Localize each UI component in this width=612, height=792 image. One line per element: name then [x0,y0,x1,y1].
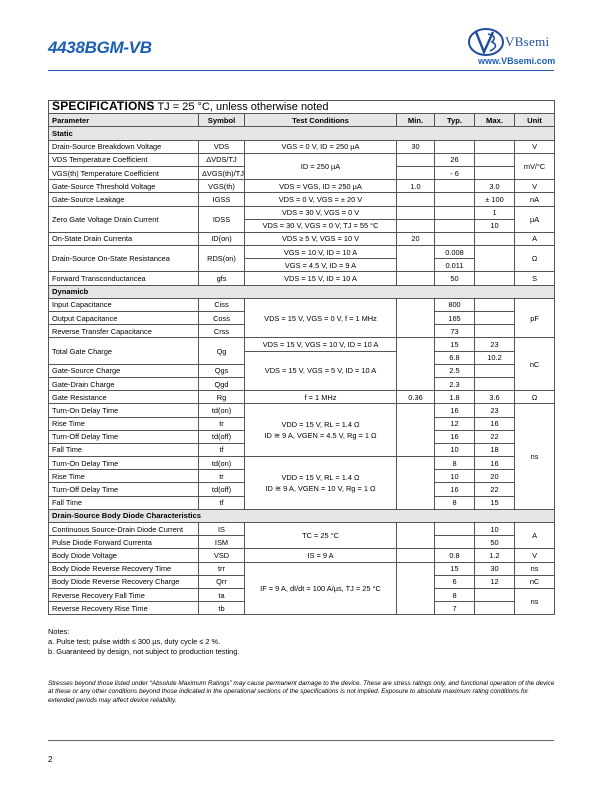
max: 16 [475,417,515,430]
test-condition-line: ID ≅ 9 A, VGEN = 10 V, Rg = 1 Ω [265,483,376,493]
notes [48,627,239,657]
parameter: Gate-Source Leakage [49,193,199,206]
min [397,219,435,232]
table-row [49,391,555,404]
max: 10 [475,219,515,232]
symbol: IS [199,523,245,536]
unit: S [515,272,555,285]
header-rule [48,70,554,71]
max: 3.6 [475,391,515,404]
typ: 15 [435,562,475,575]
parameter: Drain-Source On-State Resistancea [49,246,199,272]
table-row [49,246,555,259]
min [397,457,435,510]
max [475,298,515,311]
min [397,153,435,166]
unit: µA [515,206,555,232]
symbol: VDS [199,140,245,153]
specifications-table [48,100,555,615]
parameter: Continuous Source-Drain Diode Current [49,523,199,536]
test-condition: VDS = 30 V, VGS = 0 V, TJ = 55 °C [245,219,397,232]
parameter: Body Diode Reverse Recovery Charge [49,575,199,588]
max: 23 [475,404,515,417]
page-number: 2 [48,755,53,764]
typ [435,206,475,219]
typ: 7 [435,602,475,615]
min [397,272,435,285]
title-row [49,101,555,114]
symbol: td(on) [199,404,245,417]
typ: 50 [435,272,475,285]
symbol: VGS(th) [199,180,245,193]
typ [435,523,475,536]
max [475,312,515,325]
test-condition: VDS ≥ 5 V, VGS = 10 V [245,232,397,245]
symbol: Qgs [199,364,245,377]
typ: 10 [435,443,475,456]
min [397,404,435,457]
parameter: Gate-Drain Charge [49,377,199,390]
min [397,246,435,272]
test-condition: VDS = 30 V, VGS = 0 V [245,206,397,219]
symbol: ID(on) [199,232,245,245]
max: 3.0 [475,180,515,193]
typ: 10 [435,470,475,483]
parameter: Drain-Source Breakdown Voltage [49,140,199,153]
note-b: b. Guaranteed by design, not subject to production testing. [48,647,240,656]
spec-title-condition: TJ = 25 °C, unless otherwise noted [157,101,329,114]
max [475,232,515,245]
column-header: Min. [397,114,435,127]
test-condition: VGS = 4.5 V, ID = 9 A [245,259,397,272]
table-row [49,457,555,470]
symbol: tf [199,496,245,509]
typ: 165 [435,312,475,325]
typ: - 6 [435,166,475,179]
parameter: Body Diode Reverse Recovery Time [49,562,199,575]
symbol: Rg [199,391,245,404]
brand-name: VBsemi [505,34,550,49]
table-row [49,180,555,193]
parameter: Rise Time [49,470,199,483]
typ: 2.3 [435,377,475,390]
unit: V [515,180,555,193]
symbol: IGSS [199,193,245,206]
symbol: gfs [199,272,245,285]
footer-rule [48,740,554,741]
max: 23 [475,338,515,351]
max: 18 [475,443,515,456]
unit: ns [515,404,555,510]
parameter: Forward Transconductancea [49,272,199,285]
symbol: Qgd [199,377,245,390]
typ: 16 [435,430,475,443]
typ: 0.008 [435,246,475,259]
unit: nA [515,193,555,206]
typ: 15 [435,338,475,351]
max [475,364,515,377]
parameter: On-State Drain Currenta [49,232,199,245]
column-header: Test Conditions [245,114,397,127]
spec-title: SPECIFICATIONS [52,99,155,114]
test-condition: f = 1 MHz [245,391,397,404]
parameter: Turn-Off Delay Time [49,483,199,496]
typ: 6.8 [435,351,475,364]
typ: 16 [435,483,475,496]
min [397,338,435,391]
unit: Ω [515,246,555,272]
typ [435,193,475,206]
typ [435,219,475,232]
test-condition: VDS = 0 V, VGS = ± 20 V [245,193,397,206]
typ: 0.011 [435,259,475,272]
min [397,549,435,562]
parameter: Zero Gate Voltage Drain Current [49,206,199,232]
symbol: tb [199,602,245,615]
typ [435,140,475,153]
typ: 0.8 [435,549,475,562]
brand-url[interactable]: www.VBsemi.com [478,56,556,66]
max [475,602,515,615]
unit: A [515,523,555,549]
max: 10.2 [475,351,515,364]
min: 1.0 [397,180,435,193]
parameter: Turn-On Delay Time [49,404,199,417]
max [475,272,515,285]
table-row [49,549,555,562]
symbol: Qrr [199,575,245,588]
max [475,140,515,153]
min [397,523,435,549]
parameter: Rise Time [49,417,199,430]
max: 15 [475,496,515,509]
max [475,246,515,272]
table-row [49,232,555,245]
max [475,166,515,179]
symbol: VSD [199,549,245,562]
table-row [49,298,555,311]
column-header: Max. [475,114,515,127]
min [397,166,435,179]
symbol: Ciss [199,298,245,311]
parameter: Turn-On Delay Time [49,457,199,470]
min: 0.36 [397,391,435,404]
typ: 8 [435,457,475,470]
min: 30 [397,140,435,153]
parameter: Turn-Off Delay Time [49,430,199,443]
parameter: VDS Temperature Coefficient [49,153,199,166]
max [475,377,515,390]
max: 50 [475,536,515,549]
stress-warning: Stresses beyond those listed under “Absolute Maximum Ratings” may cause permanent damage to the device. These are stress ratings only, and functional operation of the device at these or any other conditions beyond those indicated in the operational sections of the specifications is not implied. Exposure to absolute maximum rating conditions for extended periods may affect device reliability. [48,680,555,704]
test-condition: VDS = VGS, ID = 250 µA [245,180,397,193]
symbol: td(off) [199,430,245,443]
symbol: Coss [199,312,245,325]
max: 1 [475,206,515,219]
typ [435,536,475,549]
test-condition: ID = 250 µA [245,153,397,179]
symbol: ISM [199,536,245,549]
test-condition: VDS = 15 V, VGS = 10 V, ID = 10 A [245,338,397,351]
unit: ns [515,562,555,575]
max: 10 [475,523,515,536]
table-row [49,338,555,351]
parameter: Body Diode Voltage [49,549,199,562]
section-title: Dynamicb [49,285,555,298]
min: 20 [397,232,435,245]
section-title: Drain-Source Body Diode Characteristics [49,509,555,522]
typ: 26 [435,153,475,166]
symbol: ΔVDS/TJ [199,153,245,166]
parameter: Pulse Diode Forward Currenta [49,536,199,549]
test-condition: VDS = 15 V, VGS = 0 V, f = 1 MHz [245,298,397,338]
unit: mV/°C [515,153,555,179]
symbol: td(off) [199,483,245,496]
table-row [49,193,555,206]
typ: 73 [435,325,475,338]
unit: V [515,549,555,562]
max: 22 [475,430,515,443]
column-header-row [49,114,555,127]
typ: 6 [435,575,475,588]
symbol: IDSS [199,206,245,232]
column-header: Parameter [49,114,199,127]
symbol: ta [199,588,245,601]
unit: pF [515,298,555,338]
parameter: Reverse Recovery Rise Time [49,602,199,615]
typ: 8 [435,496,475,509]
column-header: Typ. [435,114,475,127]
test-condition: TC = 25 °C [245,523,397,549]
typ: 2.5 [435,364,475,377]
unit: nC [515,338,555,391]
parameter: Reverse Recovery Fall Time [49,588,199,601]
test-condition-line: ID ≅ 9 A, VGEN = 4.5 V, Rg = 1 Ω [264,431,377,441]
typ: 8 [435,588,475,601]
typ: 16 [435,404,475,417]
test-condition: IF = 9 A, dI/dt = 100 A/µs, TJ = 25 °C [245,562,397,615]
typ [435,180,475,193]
test-condition [245,404,397,457]
parameter: Reverse Transfer Capacitance [49,325,199,338]
max: 22 [475,483,515,496]
section-row-dynamic [49,285,555,298]
section-row-static [49,127,555,140]
min [397,193,435,206]
parameter: VGS(th) Temperature Coefficient [49,166,199,179]
table-row [49,140,555,153]
typ: 12 [435,417,475,430]
symbol: Crss [199,325,245,338]
symbol: tr [199,417,245,430]
typ: 800 [435,298,475,311]
max: ± 100 [475,193,515,206]
parameter: Gate-Source Threshold Voltage [49,180,199,193]
column-header: Unit [515,114,555,127]
max: 16 [475,457,515,470]
table-row [49,404,555,417]
section-title: Static [49,127,555,140]
test-condition-line: VDD = 15 V, RL = 1.4 Ω [281,472,360,482]
parameter: Total Gate Charge [49,338,199,364]
table-row [49,206,555,219]
max: 12 [475,575,515,588]
max: 1.2 [475,549,515,562]
max: 20 [475,470,515,483]
unit: A [515,232,555,245]
unit: V [515,140,555,153]
parameter: Fall Time [49,496,199,509]
part-number: 4438BGM-VB [48,38,152,57]
test-condition: VGS = 10 V, ID = 10 A [245,246,397,259]
test-condition [245,457,397,510]
notes-heading: Notes: [48,627,70,636]
section-row-diode [49,509,555,522]
symbol: tr [199,470,245,483]
symbol: td(on) [199,457,245,470]
parameter: Gate-Source Charge [49,364,199,377]
max: 30 [475,562,515,575]
min [397,206,435,219]
unit: ns [515,588,555,614]
unit: nC [515,575,555,588]
max [475,588,515,601]
parameter: Fall Time [49,443,199,456]
table-row [49,153,555,166]
unit: Ω [515,391,555,404]
column-header: Symbol [199,114,245,127]
table-row [49,272,555,285]
parameter: Input Capacitance [49,298,199,311]
parameter: Gate Resistance [49,391,199,404]
symbol: ΔVGS(th)/TJ [199,166,245,179]
symbol: Qg [199,338,245,364]
symbol: tf [199,443,245,456]
table-row [49,523,555,536]
table-row [49,562,555,575]
note-a: a. Pulse test; pulse width ≤ 300 µs, duty cycle ≤ 2 %. [48,637,221,646]
test-condition: VDS = 15 V, VGS = 5 V, ID = 10 A [245,351,397,391]
test-condition: IS = 9 A [245,549,397,562]
test-condition: VGS = 0 V, ID = 250 µA [245,140,397,153]
typ: 1.8 [435,391,475,404]
min [397,298,435,338]
min [397,562,435,615]
test-condition-line: VDD = 15 V, RL = 1.4 Ω [281,420,360,430]
parameter: Output Capacitance [49,312,199,325]
spec-title-cell [49,101,555,114]
typ [435,232,475,245]
symbol: trr [199,562,245,575]
max [475,325,515,338]
test-condition: VDS = 15 V, ID = 10 A [245,272,397,285]
max [475,153,515,166]
symbol: RDS(on) [199,246,245,272]
